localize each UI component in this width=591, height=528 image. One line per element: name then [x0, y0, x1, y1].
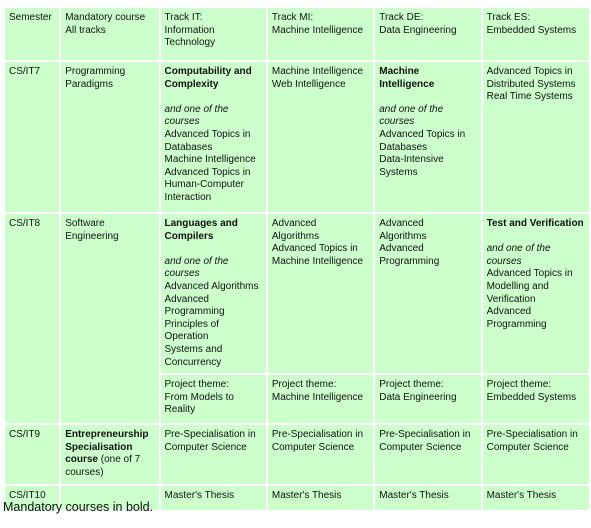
pre-specialisation-mi: Pre-Specialisation in Computer Science	[268, 425, 373, 483]
mandatory-cell: Software Engineering	[61, 214, 158, 423]
header-track-es: Track ES: Embedded Systems	[483, 8, 589, 60]
track-es-cell: Advanced Topics in Distributed Systems Real Time Systems	[483, 62, 589, 212]
header-track-it: Track IT: Information Technology	[161, 8, 266, 60]
project-theme-mi: Project theme: Machine Intelligence	[268, 375, 373, 423]
pre-specialisation-de: Pre-Specialisation in Computer Science	[375, 425, 480, 483]
project-theme-es: Project theme: Embedded Systems	[483, 375, 589, 423]
curriculum-table	[3, 6, 591, 512]
track-de-cell: Advanced Algorithms Advanced Programming	[375, 214, 480, 373]
track-es-cell: Test and Verification and one of the courses Advanced Topics in Modelling and Verification Advanced Programming	[483, 214, 589, 373]
row-cs-it8	[5, 214, 589, 373]
track-it-cell: Languages and Compilers and one of the courses Advanced Algorithms Advanced Programming Principles of Operation Systems and Concurrency	[161, 214, 266, 373]
semester-cell: CS/IT9	[5, 425, 59, 483]
header-row	[5, 8, 589, 60]
track-de-cell: Machine Intelligence and one of the courses Advanced Topics in Databases Data-Intensive Systems	[375, 62, 480, 212]
track-mi-cell: Advanced Algorithms Advanced Topics in Machine Intelligence	[268, 214, 373, 373]
track-mi-cell: Machine Intelligence Web Intelligence	[268, 62, 373, 212]
semester-cell: CS/IT8	[5, 214, 59, 423]
project-theme-it: Project theme: From Models to Reality	[161, 375, 266, 423]
thesis-it: Master's Thesis	[161, 486, 266, 510]
track-it-cell: Computability and Complexity and one of the courses Advanced Topics in Databases Machine Intelligence Advanced Topics in Human-Computer Interaction	[161, 62, 266, 212]
header-mandatory: Mandatory course All tracks	[61, 8, 158, 60]
mandatory-note: (one of 7 courses)	[65, 454, 141, 478]
header-track-mi: Track MI: Machine Intelligence	[268, 8, 373, 60]
thesis-es: Master's Thesis	[483, 486, 589, 510]
thesis-de: Master's Thesis	[375, 486, 480, 510]
header-track-de: Track DE: Data Engineering	[375, 8, 480, 60]
thesis-mi: Master's Thesis	[268, 486, 373, 510]
row-cs-it7	[5, 62, 589, 212]
table-caption: Mandatory courses in bold.	[3, 500, 154, 514]
semester-cell: CS/IT10	[5, 486, 59, 510]
pre-specialisation-it: Pre-Specialisation in Computer Science	[161, 425, 266, 483]
project-theme-de: Project theme: Data Engineering	[375, 375, 480, 423]
semester-cell: CS/IT7	[5, 62, 59, 212]
mandatory-cell: Programming Paradigms	[61, 62, 158, 212]
pre-specialisation-es: Pre-Specialisation in Computer Science	[483, 425, 589, 483]
mandatory-cell: Entrepreneurship Specialisation course (one of 7 courses)	[61, 425, 158, 483]
row-cs-it9	[5, 425, 589, 483]
header-semester: Semester	[5, 8, 59, 60]
